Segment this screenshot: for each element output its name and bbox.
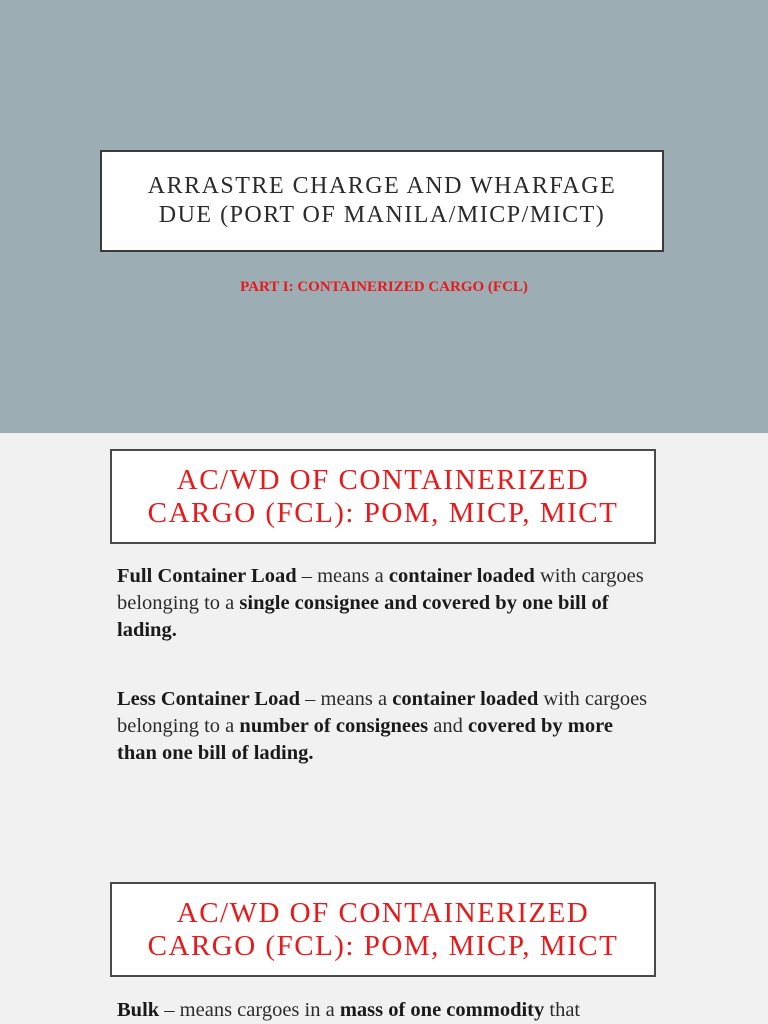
section-heading-box — [110, 882, 656, 977]
section-heading — [148, 464, 619, 530]
title-slide — [0, 0, 768, 433]
slide-title-line-1: ARRASTRE CHARGE AND WHARFAGE — [147, 173, 617, 199]
definition-text: that — [544, 999, 581, 1021]
slide-title-line-2: DUE (PORT OF MANILA/MICP/MICT) — [158, 202, 606, 228]
definition-text: with cargoes belonging to a — [117, 565, 644, 614]
definition-emphasis: number of consignees — [239, 715, 429, 737]
definition-text: – means a — [300, 688, 393, 710]
section-heading-line-2: CARGO (FCL): POM, MICP, MICT — [147, 496, 619, 529]
slide-subtitle: PART I: CONTAINERIZED CARGO (FCL) — [240, 279, 528, 295]
section-heading-line-2: CARGO (FCL): POM, MICP, MICT — [147, 929, 619, 962]
title-box — [100, 150, 664, 252]
slide-title — [148, 172, 616, 230]
definition-term: Bulk — [117, 999, 160, 1021]
section-heading-box — [110, 449, 656, 544]
definition-bulk — [117, 997, 657, 1024]
definition-emphasis: covered by more than one bill of lading. — [117, 715, 613, 764]
definition-emphasis: container loaded — [392, 688, 539, 710]
definition-full-container-load — [117, 563, 657, 644]
definition-text: – means a — [296, 565, 389, 587]
definition-emphasis: container loaded — [388, 565, 535, 587]
definition-emphasis: mass of one commodity — [339, 999, 545, 1021]
section-heading — [148, 897, 619, 963]
definition-text: and — [428, 715, 468, 737]
definition-text: – means cargoes in a — [159, 999, 340, 1021]
definition-emphasis: single consignee and covered by one bill of lading. — [117, 592, 609, 641]
definition-text: with cargoes belonging to a — [117, 688, 648, 737]
definition-less-container-load — [117, 686, 657, 767]
section-heading-line-1: AC/WD OF CONTAINERIZED — [176, 896, 590, 929]
definition-term: Full Container Load — [117, 565, 297, 587]
definition-term: Less Container Load — [117, 688, 301, 710]
section-heading-line-1: AC/WD OF CONTAINERIZED — [176, 463, 590, 496]
